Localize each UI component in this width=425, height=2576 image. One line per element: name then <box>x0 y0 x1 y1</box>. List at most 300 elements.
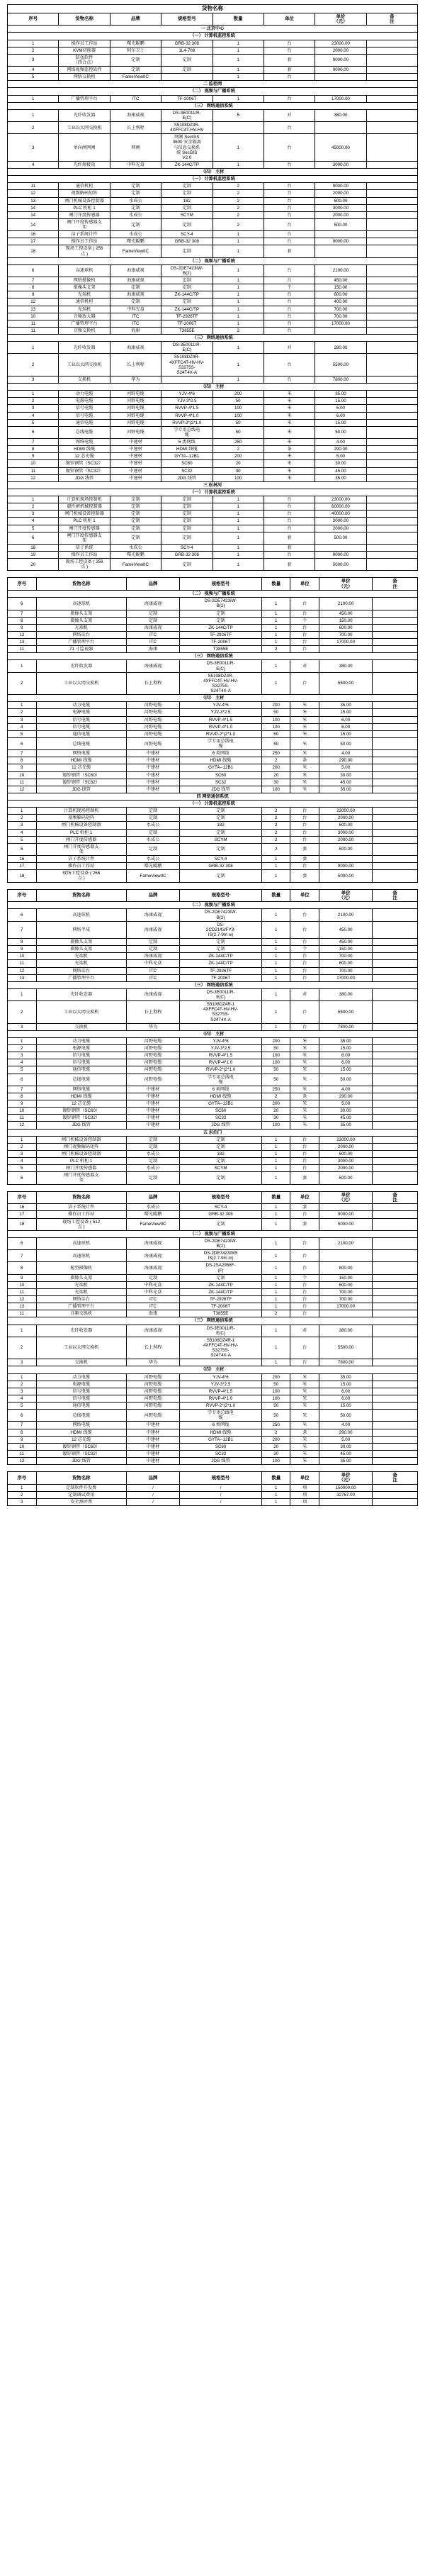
cell-unit: 米 <box>290 750 319 757</box>
cell-price: 700.00 <box>319 953 372 960</box>
cell-name: 网络电缆 <box>36 750 126 757</box>
cell-index: 7 <box>8 921 37 938</box>
cell-brand: 海康威视 <box>126 598 179 610</box>
cell-model: T3855E <box>180 1310 262 1317</box>
cell-name: 安全测评费 <box>36 1499 126 1506</box>
cell-index: 4 <box>8 829 37 836</box>
cell-qty: 100 <box>261 1052 290 1059</box>
cell-model: SC32 <box>180 779 262 786</box>
cell-remark <box>373 829 418 836</box>
cell-remark <box>373 1086 418 1093</box>
table-row <box>8 974 418 981</box>
cell-index: 9 <box>8 1436 37 1443</box>
cell-unit: 套 <box>264 532 314 544</box>
cell-index: 3 <box>8 405 59 412</box>
cell-qty: 100 <box>261 786 290 793</box>
cell-index: 6 <box>8 843 37 855</box>
cell-index: 8 <box>8 446 59 453</box>
table-row <box>8 1066 418 1074</box>
table-row <box>8 624 418 631</box>
cell-index: 7 <box>8 1086 37 1093</box>
cell-index: 7 <box>8 439 59 446</box>
cell-index: 16 <box>8 231 59 238</box>
cell-brand: FameViewIIC <box>110 74 161 81</box>
cell-brand: 阿尔卫士 <box>110 47 161 54</box>
cell-index: 6 <box>8 909 37 921</box>
section-row <box>8 33 418 40</box>
table-row <box>8 453 418 460</box>
cell-remark <box>373 1001 418 1024</box>
cell-index: 9 <box>8 1100 37 1108</box>
cell-unit: 台 <box>290 815 319 822</box>
cell-brand: 中建材 <box>110 446 161 453</box>
table-row <box>8 1143 418 1150</box>
cell-price: 3000.00 <box>315 161 366 168</box>
cell-qty: 2 <box>261 757 290 764</box>
cell-name: HDMI 线缆 <box>36 757 126 764</box>
cell-unit: 台 <box>264 238 314 245</box>
cell-model: 定制 <box>180 1143 262 1150</box>
cell-qty: 1 <box>212 552 264 559</box>
column-header: 货物名称 <box>36 1472 126 1485</box>
tables-container <box>7 4 418 1506</box>
cell-model: JDG 线管 <box>162 474 212 481</box>
cell-unit: 米 <box>290 764 319 771</box>
cell-model: RVVP-2*(2*1.0 <box>180 1066 262 1074</box>
cell-price: 700.00 <box>319 1288 372 1295</box>
cell-remark <box>373 1218 418 1230</box>
cell-qty: 50 <box>261 1074 290 1086</box>
cell-model: 学专用总线电 缆 <box>180 1074 262 1086</box>
cell-name: 交换机 <box>36 1359 126 1366</box>
cell-unit: 台 <box>264 518 314 525</box>
cell-unit: 套 <box>290 843 319 855</box>
cell-brand: 曙光鲲鹏 <box>110 552 161 559</box>
cell-index: 7 <box>8 1250 37 1262</box>
cell-brand: 水成公 <box>126 822 179 829</box>
cell-model: TF-2006T <box>180 639 262 646</box>
cell-qty: 50 <box>261 709 290 716</box>
cell-model: TF-2926TF <box>162 313 212 320</box>
cell-unit: 米 <box>290 1388 319 1395</box>
cell-remark <box>366 74 417 81</box>
cell-index: 4 <box>8 518 59 525</box>
cell-price: 23000.00 <box>315 40 366 47</box>
cell-name: JDG 线管 <box>36 786 126 793</box>
table-row <box>8 398 418 405</box>
table-row <box>8 822 418 829</box>
cell-unit: 台 <box>290 829 319 836</box>
table-row <box>8 1303 418 1310</box>
cell-model: DS-3E0011/R- E(C) <box>162 109 212 121</box>
cell-index: 18 <box>8 544 59 551</box>
cell-unit: 套 <box>264 544 314 551</box>
cell-brand: 定制 <box>110 54 161 66</box>
section-label: （三） 网络通信系统 <box>8 981 418 988</box>
table-row <box>8 231 418 238</box>
table-row <box>8 1274 418 1281</box>
cell-name: JDG 线管 <box>59 474 110 481</box>
cell-remark <box>366 291 417 299</box>
cell-brand: 中建材 <box>126 1122 179 1129</box>
cell-model: DS- 2CD2143/FY3- IS(2.7-9m w) <box>180 921 262 938</box>
cell-model: 定制 <box>180 870 262 882</box>
cell-remark <box>373 967 418 974</box>
cell-brand: FameViewIIC <box>110 559 161 571</box>
cell-unit: 米 <box>290 1052 319 1059</box>
cell-qty: 1 <box>212 161 264 168</box>
cell-unit: 米 <box>264 426 314 438</box>
table-row <box>8 412 418 419</box>
cell-remark <box>366 552 417 559</box>
cell-model: 定制 <box>162 190 212 197</box>
table-spacer <box>7 571 418 577</box>
cell-model: S5108DZ4R-1 4XFFC4T-HV-HV- S3275S- S24T4X-A <box>180 1337 262 1359</box>
cell-brand: / <box>126 1491 179 1498</box>
table-row <box>8 771 418 779</box>
table-row <box>8 518 418 525</box>
cell-remark <box>373 1373 418 1381</box>
cell-qty: 1 <box>261 921 290 938</box>
table-row <box>8 1074 418 1086</box>
cell-unit: 台 <box>290 1143 319 1150</box>
cell-price: 30.00 <box>319 1443 372 1450</box>
cell-name: 广播管理平台 <box>36 974 126 981</box>
cell-brand: 中科光盒 <box>126 960 179 967</box>
cell-unit: 米 <box>290 1074 319 1086</box>
cell-remark <box>366 474 417 481</box>
cell-name: KVM切换器 <box>59 47 110 54</box>
cell-price: 30.00 <box>315 460 366 467</box>
cell-index: 12 <box>8 967 37 974</box>
cell-remark <box>366 245 417 257</box>
table-row <box>8 1136 418 1143</box>
cell-price: 17000.00 <box>315 320 366 327</box>
cell-index: 6 <box>8 1074 37 1086</box>
cell-price: 15.00 <box>315 419 366 426</box>
cell-brand: 长上利程 <box>126 1001 179 1024</box>
cell-unit: 米 <box>264 391 314 398</box>
cell-name: 通信电缆 <box>36 1403 126 1410</box>
cell-index: 3 <box>8 716 37 723</box>
cell-model: YJV-4*6 <box>180 702 262 709</box>
cell-name: 网络话台 <box>36 967 126 974</box>
cell-remark <box>366 134 417 162</box>
cell-brand: 定制 <box>126 946 179 953</box>
cell-name: 通信电缆 <box>36 730 126 737</box>
cell-brand: 河野电缆 <box>126 1410 179 1422</box>
cell-model: DS-3E0011/R- E(C) <box>180 988 262 1000</box>
cell-price: 800.00 <box>319 1262 372 1274</box>
cell-unit: 个 <box>290 617 319 624</box>
cell-unit: 台 <box>264 503 314 511</box>
cell-brand: ITC <box>126 631 179 638</box>
cell-unit: 米 <box>264 474 314 481</box>
cell-remark <box>373 843 418 855</box>
cell-unit: 台 <box>290 967 319 974</box>
cell-model: ZK-144C/TP <box>162 161 212 168</box>
cell-name: 光端机 <box>59 291 110 299</box>
table-row <box>8 1436 418 1443</box>
column-header: 品牌 <box>126 889 179 902</box>
table-row <box>8 327 418 334</box>
table-row <box>8 354 418 377</box>
cell-price: 45.00 <box>319 1450 372 1457</box>
cell-model: 定制 <box>180 946 262 953</box>
table-row <box>8 939 418 946</box>
cell-name: 光端机 <box>36 953 126 960</box>
cell-remark <box>373 1045 418 1052</box>
cell-model: DS-2DE7423IW- B(2) <box>180 909 262 921</box>
cell-qty: 1 <box>261 624 290 631</box>
cell-model: SC60 <box>180 1108 262 1115</box>
table-row <box>8 109 418 121</box>
cell-qty: 200 <box>261 1436 290 1443</box>
cell-unit: 米 <box>290 716 319 723</box>
cell-brand: 海康威视 <box>126 921 179 938</box>
cell-remark <box>373 863 418 870</box>
column-header: 数量 <box>261 1472 290 1485</box>
table-row <box>8 342 418 354</box>
cell-model <box>180 1359 262 1366</box>
cell-brand: 定制 <box>110 518 161 525</box>
cell-name: 光纤收发器 <box>36 988 126 1000</box>
cell-index: 17 <box>8 1211 37 1218</box>
cell-brand: 水成公 <box>126 856 179 863</box>
cell-qty: 100 <box>261 1122 290 1129</box>
cell-price: 15.00 <box>319 730 372 737</box>
cell-price <box>319 646 372 653</box>
cell-model: YJV-4*6 <box>180 1037 262 1044</box>
column-header: 数量 <box>261 889 290 902</box>
cell-price: 17000.00 <box>319 639 372 646</box>
cell-remark <box>373 1274 418 1281</box>
section-row <box>8 489 418 496</box>
cell-name: 单向闸网闸 <box>59 134 110 162</box>
cell-name: 网络视频监控软件 <box>59 67 110 74</box>
cell-price: 6.00 <box>319 1059 372 1066</box>
table-row <box>8 988 418 1000</box>
cell-name: 网络半球 <box>36 921 126 938</box>
cell-price: 6.00 <box>319 716 372 723</box>
cell-index: 12 <box>8 299 59 306</box>
cell-name: 视频解码矩阵 <box>59 190 110 197</box>
cell-index: 14 <box>8 211 59 218</box>
cell-brand: 中建材 <box>126 1458 179 1465</box>
cell-model: 定制 <box>180 1274 262 1281</box>
table-row <box>8 67 418 74</box>
cell-index: 2 <box>8 815 37 822</box>
cell-model: 定制 <box>180 610 262 617</box>
cell-remark <box>373 1023 418 1030</box>
cell-unit: 台 <box>290 960 319 967</box>
cell-remark <box>373 960 418 967</box>
cell-unit: 台 <box>264 231 314 238</box>
cell-model: JDG 线管 <box>180 786 262 793</box>
cell-unit: 台 <box>290 1237 319 1249</box>
cell-remark <box>373 1395 418 1402</box>
cell-name: HDMI 线缆 <box>59 446 110 453</box>
cell-unit: 米 <box>264 412 314 419</box>
cell-remark <box>366 544 417 551</box>
cell-index: 11 <box>8 467 59 474</box>
column-header: 单价 （元） <box>319 578 372 591</box>
cell-name: PLC 机柜 1 <box>36 829 126 836</box>
cell-name: 计算机现场控制机 <box>59 496 110 503</box>
cell-qty: 100 <box>261 1388 290 1395</box>
cell-model: TF-2006T <box>162 95 212 102</box>
cell-index: 11 <box>8 646 37 653</box>
cell-name: 光纤收发器 <box>36 1325 126 1337</box>
cell-unit: 米 <box>290 1436 319 1443</box>
cell-brand: 中科光盒 <box>110 161 161 168</box>
cell-remark <box>373 786 418 793</box>
cell-qty: 1 <box>261 1359 290 1366</box>
cell-name: 信号电缆 <box>59 412 110 419</box>
cell-name: 镀锌钢管（SC60） <box>36 1443 126 1450</box>
cell-qty: 200 <box>212 453 264 460</box>
cell-brand: 定制 <box>110 532 161 544</box>
column-header: 单价 （元） <box>319 889 372 902</box>
cell-remark <box>373 1074 418 1086</box>
cell-brand: ITC <box>126 1303 179 1310</box>
cell-index: 1 <box>8 1373 37 1381</box>
cell-name: JDG 线管 <box>36 1458 126 1465</box>
cell-model: 182 <box>180 1150 262 1157</box>
cell-name: 广播管理平台 <box>36 1303 126 1310</box>
cell-brand: 定制 <box>110 511 161 518</box>
section-label: （四） 主材 <box>8 695 418 702</box>
cell-name: 洁子系统 <box>59 544 110 551</box>
cell-qty: 50 <box>261 1410 290 1422</box>
cell-name: 网络电缆 <box>59 439 110 446</box>
cell-brand: 中科光盒 <box>110 306 161 313</box>
cell-name: 信号电缆 <box>36 1388 126 1395</box>
cell-unit: 台 <box>290 1262 319 1274</box>
cell-price: 290.00 <box>319 1429 372 1436</box>
table-row <box>8 74 418 81</box>
cell-name: 闸门开度传感器支 架 <box>59 218 110 230</box>
cell-remark <box>373 1491 418 1498</box>
table-row <box>8 439 418 446</box>
table-row <box>8 313 418 320</box>
column-header: 单价 （元） <box>319 1191 372 1204</box>
cell-brand: 定制 <box>126 815 179 822</box>
cell-model: TF-2006T <box>180 1303 262 1310</box>
cell-brand: 海康威视 <box>126 1262 179 1274</box>
cell-brand: 海康威视 <box>110 342 161 354</box>
cell-price: 4.00 <box>319 750 372 757</box>
section-label: （一） 计算机监控系统 <box>8 801 418 808</box>
table-row <box>8 1403 418 1410</box>
cell-price: 2100.00 <box>319 909 372 921</box>
cell-unit: 台 <box>264 376 314 383</box>
cell-index: 6 <box>8 598 37 610</box>
cell-unit: 米 <box>290 1458 319 1465</box>
cell-name: 信号电缆 <box>36 1059 126 1066</box>
cell-unit: 套 <box>264 54 314 66</box>
cell-brand: 定制 <box>126 1143 179 1150</box>
cell-brand: 水成公 <box>126 1150 179 1157</box>
cell-name: 高速球机 <box>36 909 126 921</box>
cell-brand: 海康威视 <box>110 277 161 284</box>
cell-name: 摄像头支架 <box>36 946 126 953</box>
cell-name: 网络摄像机 <box>59 277 110 284</box>
cell-name: 操作员工作站 <box>59 238 110 245</box>
cell-price: 6.00 <box>315 405 366 412</box>
cell-brand: 曙光鲲鹏 <box>126 1211 179 1218</box>
cell-remark <box>366 405 417 412</box>
table-header-row <box>8 13 418 26</box>
cell-index: 2 <box>8 122 59 134</box>
cell-price: 9000.00 <box>315 238 366 245</box>
table-row <box>8 161 418 168</box>
cell-remark <box>373 1410 418 1422</box>
cell-price <box>315 122 366 134</box>
cell-unit: 台 <box>264 218 314 230</box>
cell-index: 13 <box>8 639 37 646</box>
section-row <box>8 981 418 988</box>
cell-remark <box>366 238 417 245</box>
cell-remark <box>373 1115 418 1122</box>
column-header: 货物名称 <box>36 889 126 902</box>
cell-brand: 华为 <box>110 376 161 383</box>
table-row <box>8 779 418 786</box>
table-row <box>8 1381 418 1388</box>
cell-remark <box>373 1484 418 1491</box>
cell-model: 定制 <box>162 67 212 74</box>
cell-model: 定制 <box>162 183 212 190</box>
table-row <box>8 197 418 204</box>
section-row <box>8 335 418 342</box>
table-row <box>8 836 418 843</box>
cell-model: YJV-3*2.5 <box>162 398 212 405</box>
cell-unit: 米 <box>290 1045 319 1052</box>
cell-brand: 定制 <box>110 218 161 230</box>
table-title: 货物名称 <box>8 5 418 13</box>
table-row <box>8 1165 418 1172</box>
cell-price: 5.00 <box>315 453 366 460</box>
cell-index: 11 <box>8 1115 37 1122</box>
cell-unit: 台 <box>264 95 314 102</box>
cell-name: 光端机 <box>36 1281 126 1288</box>
cell-price: 380.00 <box>319 988 372 1000</box>
cell-index: 5 <box>8 730 37 737</box>
cell-name: 动力电缆 <box>59 391 110 398</box>
cell-price: 17000.00 <box>319 974 372 981</box>
cell-qty: 2 <box>261 1093 290 1100</box>
cell-model: SC60 <box>180 771 262 779</box>
cell-qty: 1 <box>261 953 290 960</box>
cell-remark <box>373 639 418 646</box>
cell-price: 45.00 <box>319 779 372 786</box>
cell-unit: 台 <box>290 808 319 815</box>
table-row <box>8 1122 418 1129</box>
cell-index: 2 <box>8 1045 37 1052</box>
cell-remark <box>366 231 417 238</box>
cell-remark <box>373 617 418 624</box>
cell-qty: 1 <box>261 598 290 610</box>
table-row <box>8 391 418 398</box>
cell-brand: 海康威视 <box>126 1237 179 1249</box>
cell-model: SCY-4 <box>180 1204 262 1211</box>
cell-remark <box>373 1122 418 1129</box>
table-row <box>8 467 418 474</box>
cell-model: HDMI 线缆 <box>180 1093 262 1100</box>
cell-qty: 1 <box>261 870 290 882</box>
section-label: 三 松林河 <box>8 481 418 489</box>
cell-price: 9000.00 <box>319 863 372 870</box>
